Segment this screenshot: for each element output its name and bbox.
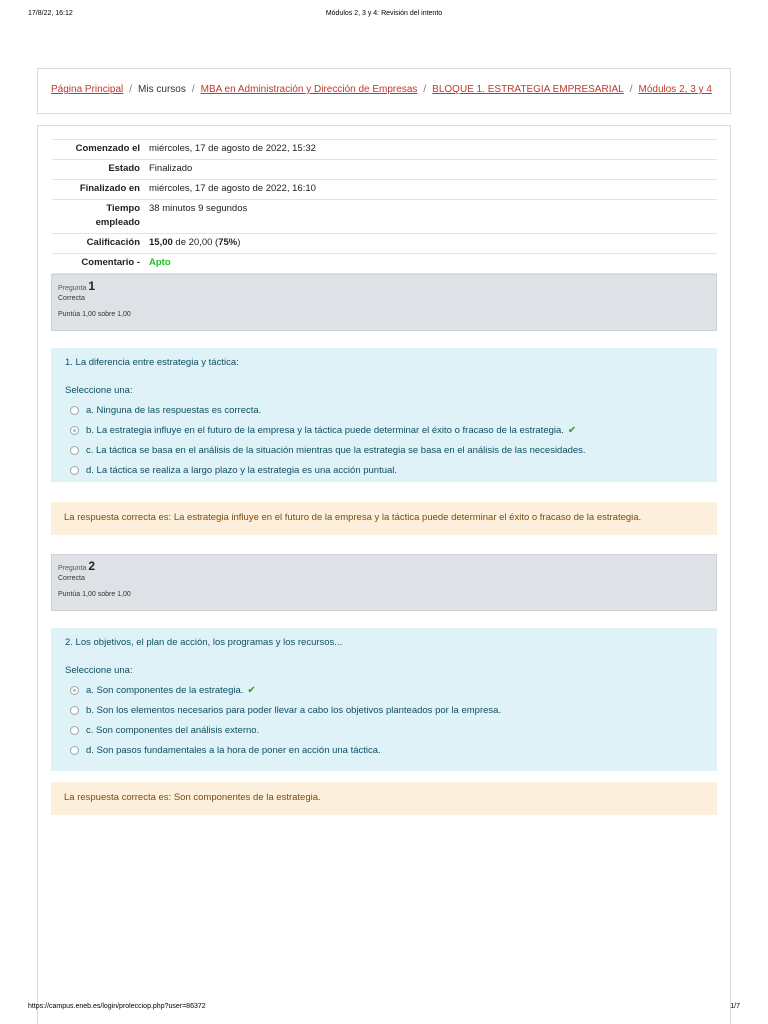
question-content-1 [51,348,717,482]
option-text: b. Son los elementos necesarios para poder llevar a cabo los objetivos planteados por la empresa. [86,704,502,716]
feedback-1: La respuesta correcta es: La estrategia influye en el futuro de la empresa y la táctica puede determinar el éxito o fracaso de la estrategia. [51,502,717,535]
breadcrumb-course-link[interactable]: MBA en Administración y Dirección de Empresas [200,84,418,95]
grade-total: de 20,00 ( [172,237,219,248]
comment-value: Apto [149,257,171,268]
question-state: Correcta [58,575,85,582]
summary-value [149,234,717,254]
question-grade: Puntúa 1,00 sobre 1,00 [58,311,131,318]
radio-button[interactable] [70,726,79,735]
question-info-2 [51,554,717,611]
print-page-title: Módulos 2, 3 y 4: Revisión del intento [325,10,443,17]
answer-option[interactable] [65,740,703,760]
print-footer [28,1003,740,1015]
feedback-2: La respuesta correcta es: Son componentes de la estrategia. [51,782,717,815]
print-datetime: 17/8/22, 16:12 [28,10,73,17]
radio-button[interactable] [70,446,79,455]
question-info-1 [51,274,717,331]
option-text: c. La táctica se basa en el análisis de la situación mientras que la estrategia se basa en el análisis de las necesidades. [86,444,586,456]
breadcrumb-separator: / [191,84,195,95]
answer-option[interactable] [65,420,703,440]
breadcrumb-separator: / [423,84,427,95]
breadcrumb-block-link[interactable]: BLOQUE 1. ESTRATEGIA EMPRESARIAL [432,84,624,95]
answer-option[interactable] [65,680,703,700]
answer-option[interactable] [65,400,703,420]
select-one-label: Seleccione una: [65,385,133,396]
summary-value: miércoles, 17 de agosto de 2022, 16:10 [149,180,717,200]
answer-option[interactable] [65,460,703,480]
question-prompt: 1. La diferencia entre estrategia y táctica: [65,357,239,368]
option-text: d. La táctica se realiza a largo plazo y la estrategia es una acción puntual. [86,464,398,476]
question-label: Pregunta [58,565,87,572]
summary-row-started [52,140,717,160]
summary-label: Comenzado el [52,140,149,160]
summary-value: 38 minutos 9 segundos [149,200,717,234]
question-label: Pregunta [58,285,87,292]
summary-row-state [52,160,717,180]
print-page-number: 1/7 [730,1003,740,1010]
option-text: c. Son componentes del análisis externo. [86,724,260,736]
radio-button[interactable] [70,686,79,695]
breadcrumb-my-courses: Mis cursos [138,84,186,95]
summary-label: Calificación [52,234,149,254]
breadcrumb-quiz-link[interactable]: Módulos 2, 3 y 4 [638,84,712,95]
breadcrumb-home-link[interactable]: Página Principal [51,84,124,95]
attempt-summary-table [52,139,717,274]
summary-row-time [52,200,717,234]
question-prompt: 2. Los objetivos, el plan de acción, los programas y los recursos... [65,637,343,648]
answer-option[interactable] [65,700,703,720]
check-icon: ✔ [567,424,577,436]
option-text: b. La estrategia influye en el futuro de la empresa y la táctica puede determinar el éxito o fracaso de la estrategia. [86,424,564,436]
option-text: d. Son pasos fundamentales a la hora de poner en acción una táctica. [86,744,381,756]
radio-button[interactable] [70,406,79,415]
question-content-2 [51,628,717,771]
question-state: Correcta [58,295,85,302]
question-grade: Puntúa 1,00 sobre 1,00 [58,591,131,598]
breadcrumb-separator: / [629,84,633,95]
summary-value [149,254,717,274]
radio-button[interactable] [70,466,79,475]
summary-label: Estado [52,160,149,180]
summary-row-finished [52,180,717,200]
summary-label: Finalizado en [52,180,149,200]
print-header [28,10,740,22]
question-number: 1 [88,279,96,293]
radio-button[interactable] [70,706,79,715]
breadcrumb [37,68,731,114]
summary-value: miércoles, 17 de agosto de 2022, 15:32 [149,140,717,160]
summary-label: Comentario - [52,254,149,274]
radio-button[interactable] [70,746,79,755]
radio-button[interactable] [70,426,79,435]
grade-close: ) [237,237,241,248]
answer-option[interactable] [65,440,703,460]
question-number: 2 [88,559,96,573]
summary-label: Tiempo empleado [52,200,149,234]
grade-score: 15,00 [149,237,173,248]
print-url: https://campus.eneb.es/login/prolecciop.php?user=86372 [28,1003,206,1010]
select-one-label: Seleccione una: [65,665,133,676]
option-text: a. Son componentes de la estrategia. [86,684,244,696]
answer-option[interactable] [65,720,703,740]
option-text: a. Ninguna de las respuestas es correcta. [86,404,262,416]
grade-percent: 75% [218,237,238,248]
summary-row-comment [52,254,717,274]
summary-value: Finalizado [149,160,717,180]
check-icon: ✔ [247,684,256,696]
breadcrumb-separator: / [129,84,133,95]
summary-row-grade [52,234,717,254]
